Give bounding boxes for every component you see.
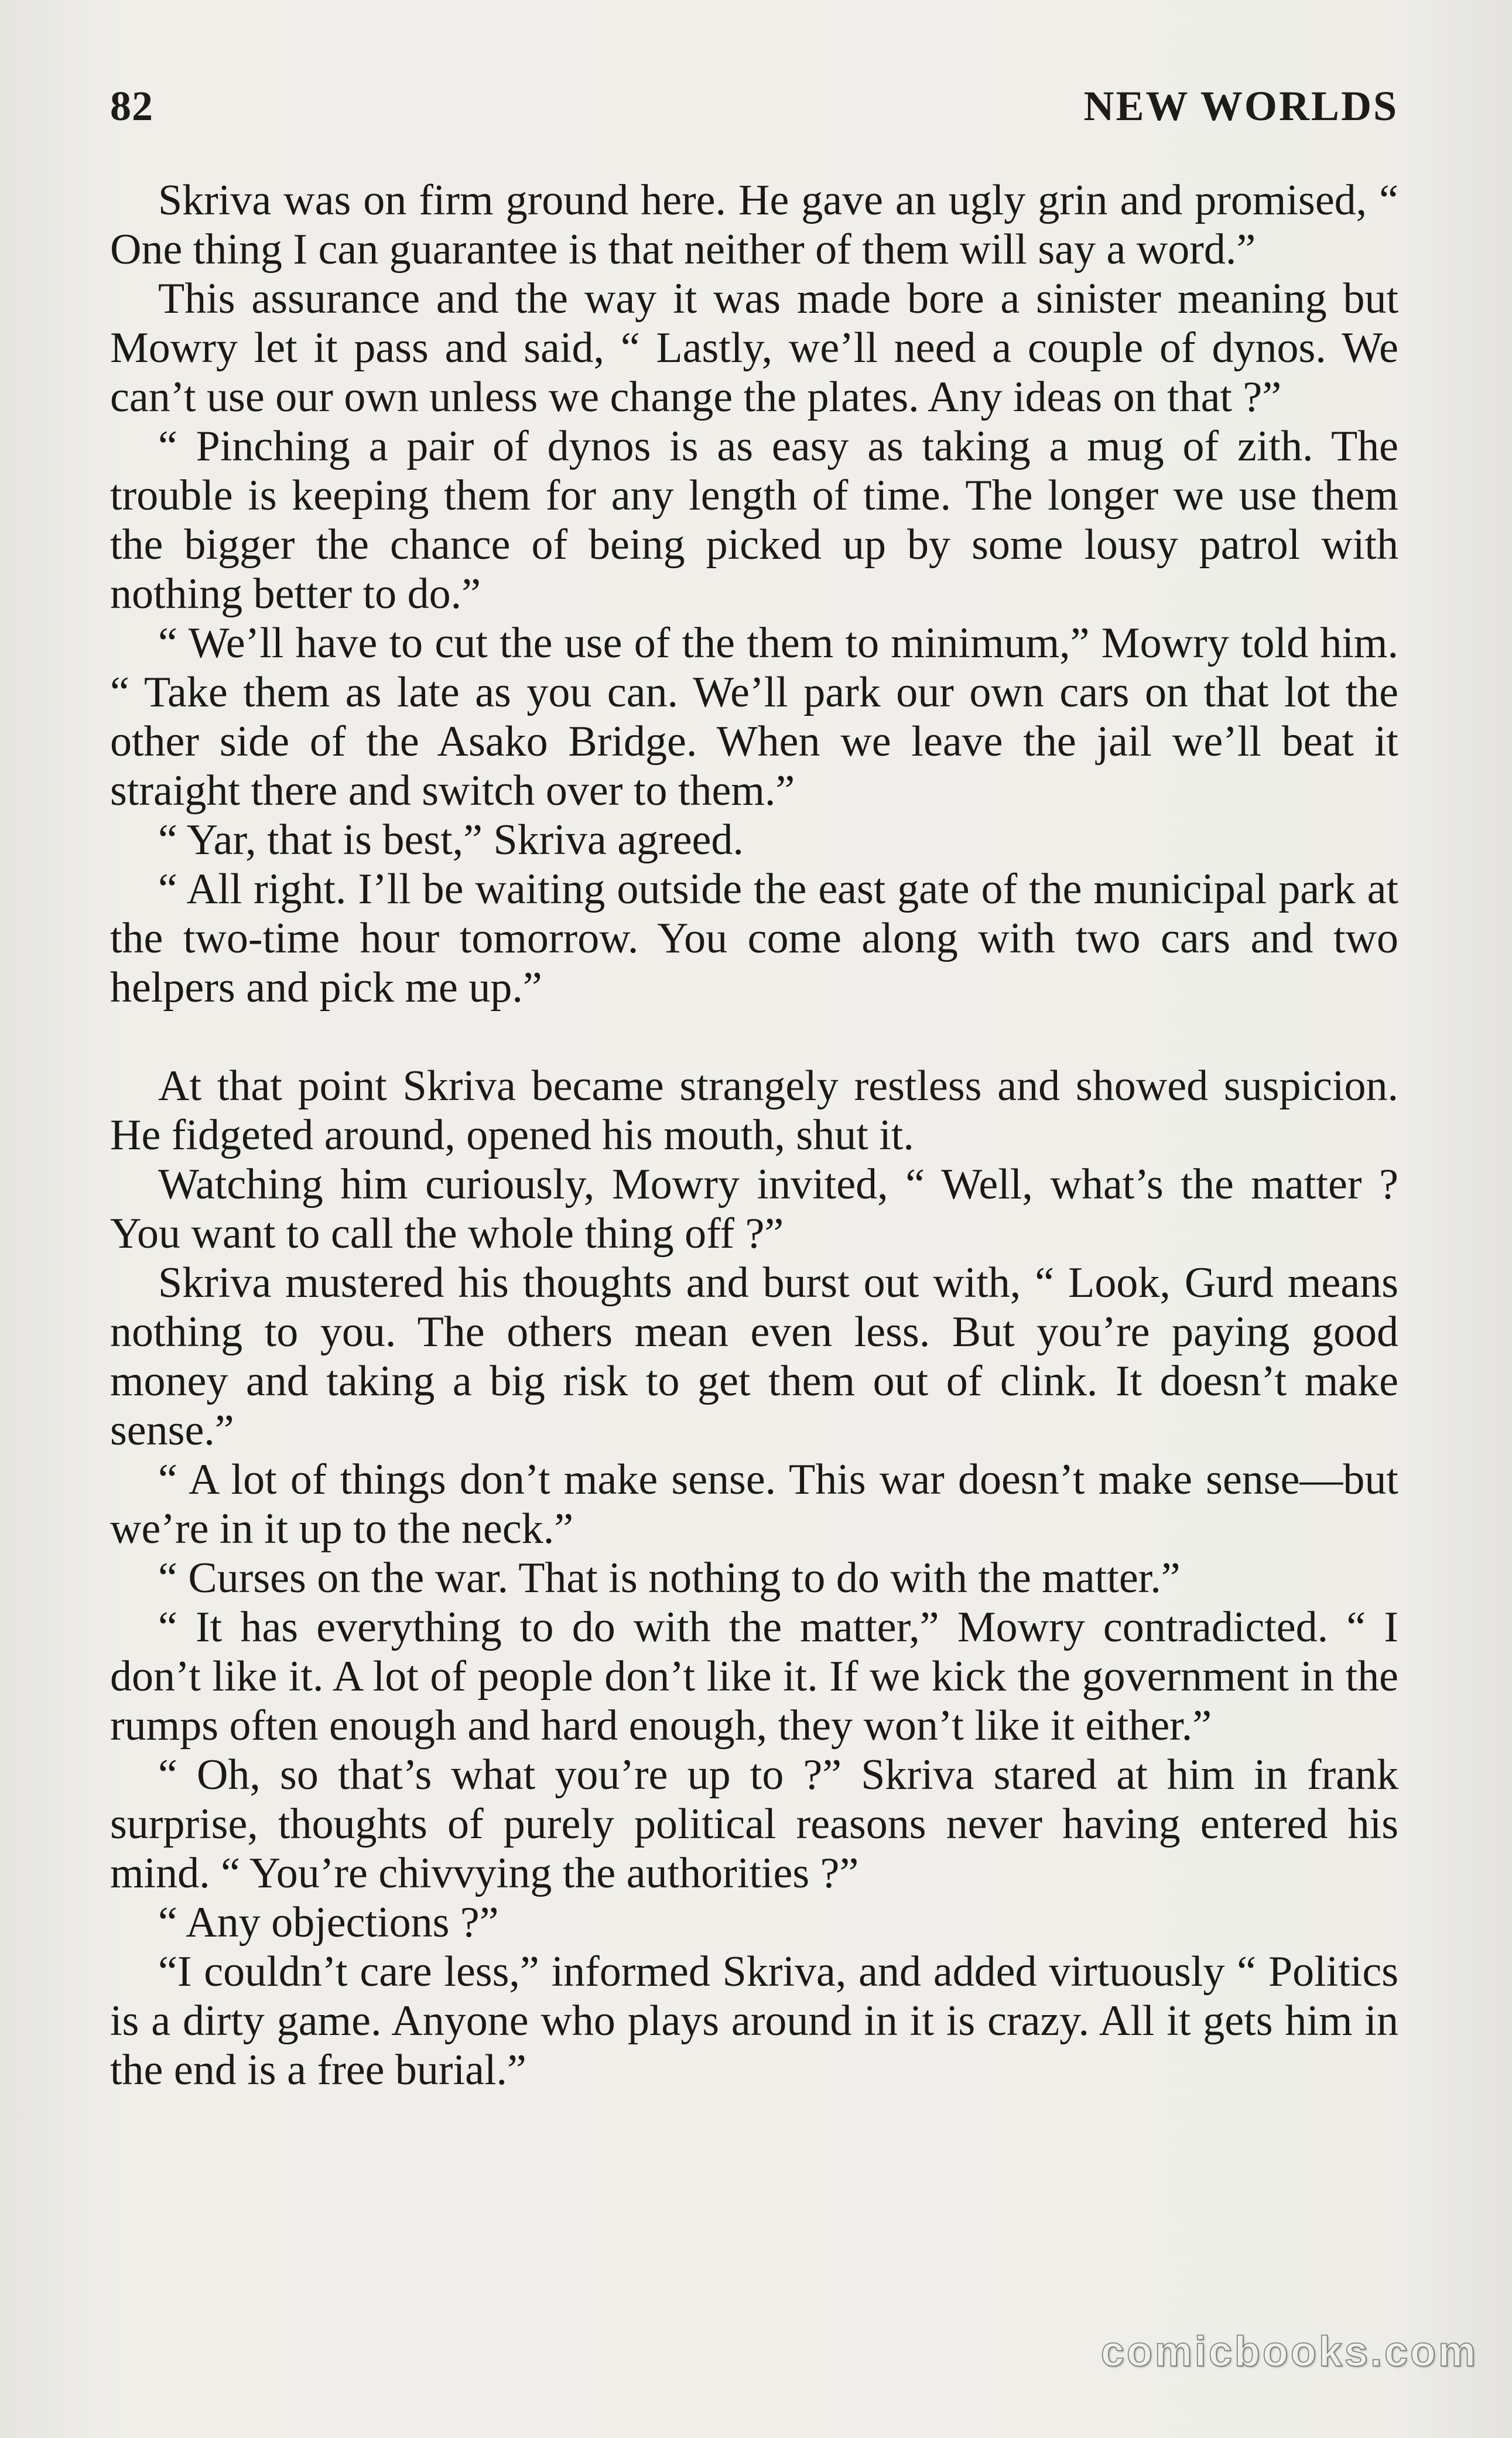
paragraph: Watching him curiously, Mowry invited, “ Well, what’s the matter ? You want to call the whole thing off ?” <box>110 1160 1398 1258</box>
paragraph: This assurance and the way it was made bore a sinister meaning but Mowry let it pass and said, “ Lastly, we’ll need a couple of dynos. We can’t use our own unless we change the plates. Any ideas on that ?” <box>110 275 1398 421</box>
paragraph: “ We’ll have to cut the use of the them to minimum,” Mowry told him. “ Take them as late as you can. We’ll park our own cars on that lot the other side of the Asako Bridge. When we leave the jail we’ll beat it straight there and switch over to them.” <box>110 619 1398 815</box>
paragraph: Skriva mustered his thoughts and burst out with, “ Look, Gurd means nothing to you. The others mean even less. But you’re paying good money and taking a big risk to get them out of clink. It doesn’t make sense.” <box>110 1259 1398 1454</box>
paragraph: “I couldn’t care less,” informed Skriva, and added virtuously “ Politics is a dirty game. Anyone who plays around in it is crazy. All it gets him in the end is a free burial.” <box>110 1948 1398 2094</box>
body-text <box>110 176 1398 2095</box>
paragraph: Skriva was on firm ground here. He gave an ugly grin and promised, “ One thing I can guarantee is that neither of them will say a word.” <box>110 176 1398 274</box>
watermark: comicbooks.com <box>1100 2328 1478 2375</box>
paragraph: “ All right. I’ll be waiting outside the east gate of the municipal park at the two-time hour tomorrow. You come along with two cars and two helpers and pick me up.” <box>110 865 1398 1012</box>
paragraph: “ It has everything to do with the matter,” Mowry contradicted. “ I don’t like it. A lot of people don’t like it. If we kick the government in the rumps often enough and hard enough, they won’t like it either.” <box>110 1603 1398 1750</box>
page-header <box>110 82 1398 141</box>
paragraph: “ Oh, so that’s what you’re up to ?” Skriva stared at him in frank surprise, thoughts of purely political reasons never having entered his mind. “ You’re chivvying the authorities ?” <box>110 1751 1398 1897</box>
paragraph: “ Any objections ?” <box>158 1899 499 1947</box>
paragraph: At that point Skriva became strangely restless and showed suspicion. He fidgeted around, opened his mouth, shut it. <box>110 1062 1398 1159</box>
paragraph: “ A lot of things don’t make sense. This war doesn’t make sense—but we’re in it up to the neck.” <box>110 1456 1398 1553</box>
paragraph: “ Yar, that is best,” Skriva agreed. <box>158 816 744 864</box>
paragraph: “ Curses on the war. That is nothing to do with the matter.” <box>158 1554 1181 1602</box>
page-number: 82 <box>110 83 153 129</box>
running-title: NEW WORLDS <box>1083 83 1398 129</box>
paragraph: “ Pinching a pair of dynos is as easy as taking a mug of zith. The trouble is keeping them for any length of time. The longer we use them the bigger the chance of being picked up by some lousy patrol with nothing better to do.” <box>110 422 1398 618</box>
